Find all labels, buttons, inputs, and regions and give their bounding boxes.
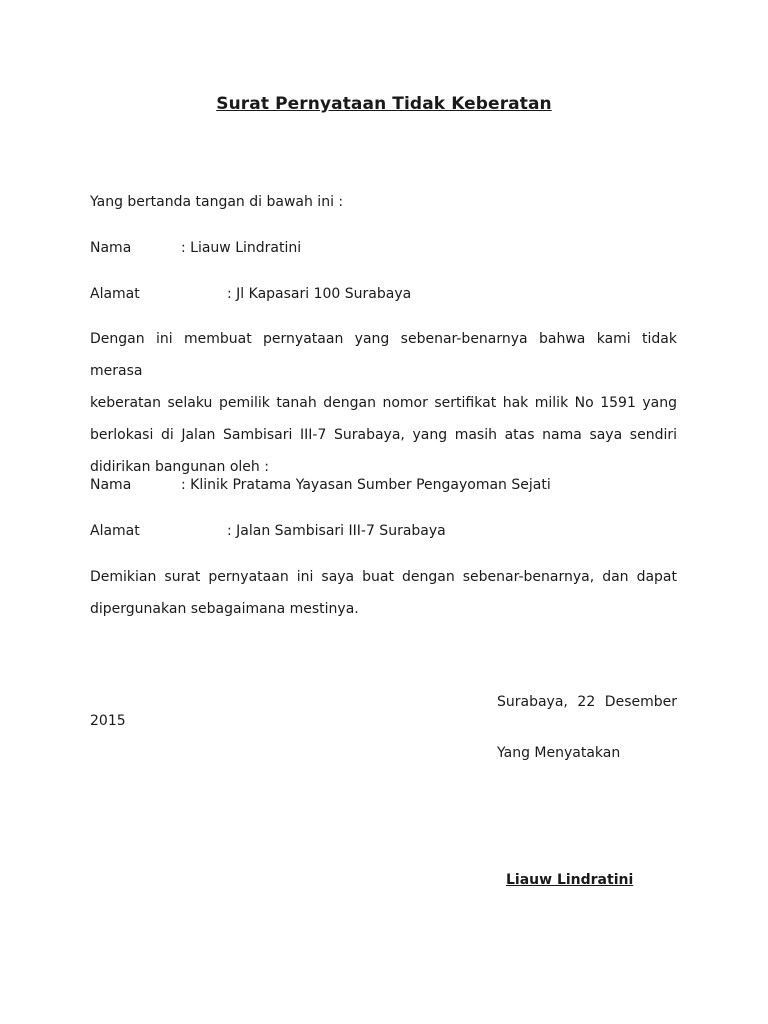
- statement-line: berlokasi di Jalan Sambisari III-7 Surabaya, yang masih atas nama saya sendiri: [90, 427, 677, 443]
- date-year: 2015: [90, 713, 126, 729]
- closing-paragraph: [90, 561, 677, 625]
- intro-text: Yang bertanda tangan di bawah ini :: [90, 194, 344, 210]
- party1-address-value: : Jl Kapasari 100 Surabaya: [227, 286, 412, 302]
- document-title: Surat Pernyataan Tidak Keberatan: [216, 94, 552, 114]
- statement-line: didirikan bangunan oleh :: [90, 459, 269, 475]
- closing-line: dipergunakan sebagaimana mestinya.: [90, 601, 359, 617]
- party2-address-value: : Jalan Sambisari III-7 Surabaya: [227, 523, 446, 539]
- date-month: Desember: [604, 694, 677, 710]
- party2-name-value: : Klinik Pratama Yayasan Sumber Pengayoman Sejati: [181, 477, 551, 493]
- party2-name-label: Nama: [90, 477, 132, 493]
- party2-address-label: Alamat: [90, 523, 140, 539]
- closing-line: Demikian surat pernyataan ini saya buat dengan sebenar-benarnya, dan dapat: [90, 569, 677, 585]
- signoff-text: Yang Menyatakan: [497, 745, 621, 761]
- statement-paragraph: [90, 323, 677, 483]
- date-day: 22: [577, 694, 596, 710]
- date-city: Surabaya,: [497, 694, 568, 710]
- signatory-name: Liauw Lindratini: [506, 872, 634, 888]
- party1-name-value: : Liauw Lindratini: [181, 240, 302, 256]
- party1-address-label: Alamat: [90, 286, 140, 302]
- date-line: [497, 694, 677, 710]
- statement-line: keberatan selaku pemilik tanah dengan nomor sertifikat hak milik No 1591 yang: [90, 395, 677, 411]
- statement-line: Dengan ini membuat pernyataan yang sebenar-benarnya bahwa kami tidak merasa: [90, 331, 677, 379]
- party1-name-label: Nama: [90, 240, 132, 256]
